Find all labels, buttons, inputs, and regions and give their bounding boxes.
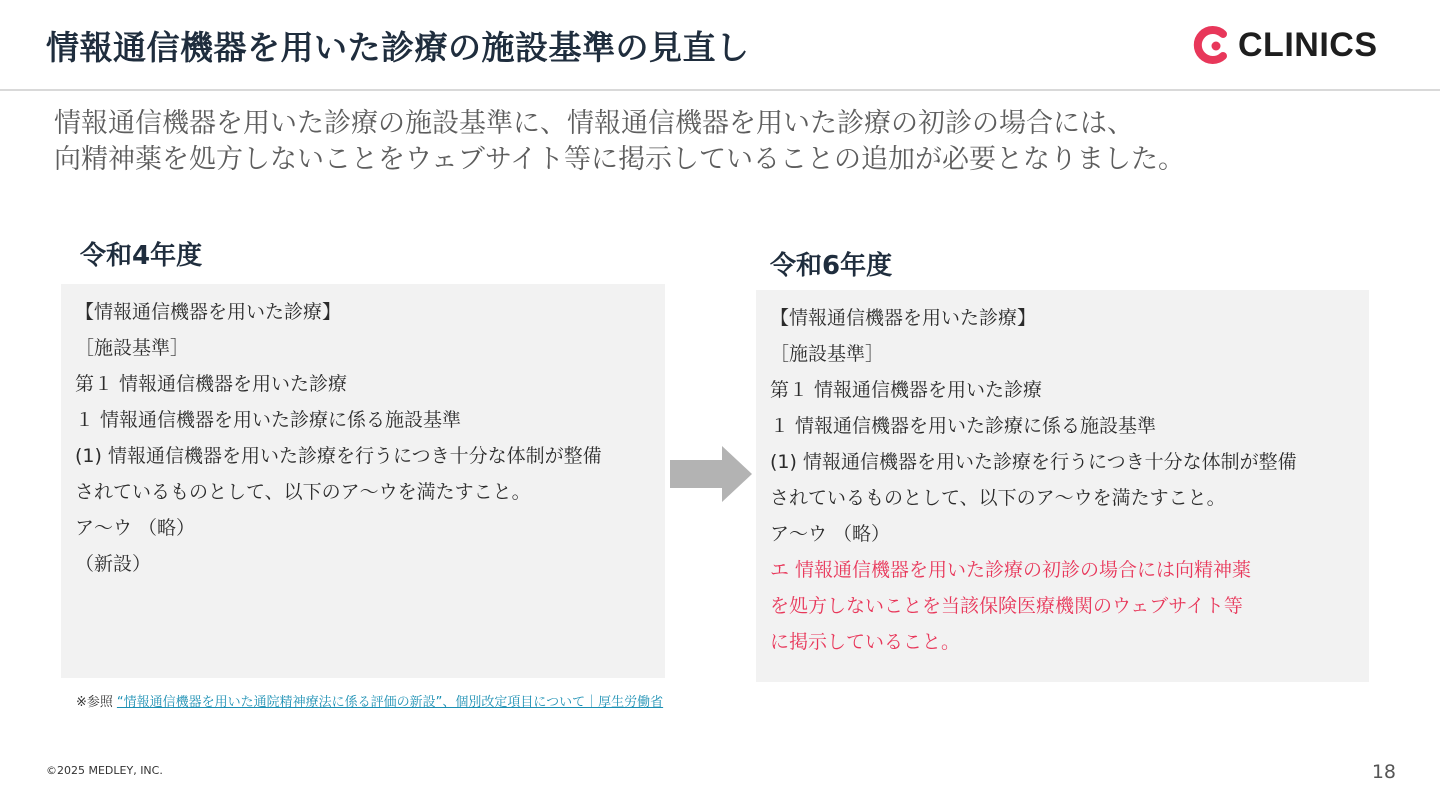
right-panel xyxy=(756,290,1369,682)
clinics-logo-icon xyxy=(1192,25,1232,65)
lead-line-2: 向精神薬を処方しないことをウェブサイト等に掲示していることの追加が必要となりました。 xyxy=(54,144,1186,175)
lead-text xyxy=(54,106,1394,178)
left-panel xyxy=(61,284,665,678)
page-title: 情報通信機器を用いた診療の施設基準の見直し xyxy=(46,28,750,67)
left-panel-line: １ 情報通信機器を用いた診療に係る施設基準 xyxy=(75,409,462,431)
header-divider xyxy=(0,89,1440,91)
right-panel-line: １ 情報通信機器を用いた診療に係る施設基準 xyxy=(770,415,1157,437)
right-panel-line: (1) 情報通信機器を用いた診療を行うにつき十分な体制が整備 xyxy=(770,451,1297,473)
right-panel-heading: 令和6年度 xyxy=(770,251,893,281)
left-panel-line: ［施設基準］ xyxy=(75,337,190,359)
left-panel-line: (1) 情報通信機器を用いた診療を行うにつき十分な体制が整備 xyxy=(75,445,602,467)
left-panel-line: 【情報通信機器を用いた診療】 xyxy=(75,301,342,323)
left-panel-line: 第１ 情報通信機器を用いた診療 xyxy=(75,373,348,395)
clinics-logo-text: CLINICS xyxy=(1238,26,1378,64)
right-panel-added-line: を処方しないことを当該保険医療機関のウェブサイト等 xyxy=(770,595,1243,617)
right-panel-line: 第１ 情報通信機器を用いた診療 xyxy=(770,379,1043,401)
right-panel-line: 【情報通信機器を用いた診療】 xyxy=(770,307,1037,329)
right-panel-line: ア～ウ （略） xyxy=(770,523,891,545)
reference-link[interactable]: “情報通信機器を用いた通院精神療法に係る評価の新設”、個別改定項目について｜厚生労働省 xyxy=(116,695,664,710)
right-panel-line: されているものとして、以下のア～ウを満たすこと。 xyxy=(770,487,1226,509)
right-panel-line: ［施設基準］ xyxy=(770,343,885,365)
left-panel-line: ア～ウ （略） xyxy=(75,517,196,539)
left-panel-line: （新設） xyxy=(75,553,152,575)
left-panel-heading: 令和4年度 xyxy=(80,241,203,271)
reference-note xyxy=(76,691,663,710)
reference-prefix: ※参照 xyxy=(76,695,113,710)
lead-line-1: 情報通信機器を用いた診療の施設基準に、情報通信機器を用いた診療の初診の場合には、 xyxy=(54,108,1134,139)
page-number: 18 xyxy=(1371,761,1396,783)
right-arrow-icon xyxy=(670,446,752,502)
copyright: ©2025 MEDLEY, INC. xyxy=(46,764,163,777)
clinics-logo xyxy=(1192,24,1378,66)
right-panel-added-line: に掲示していること。 xyxy=(770,631,961,653)
left-panel-line: されているものとして、以下のア～ウを満たすこと。 xyxy=(75,481,531,503)
right-panel-added-line: エ 情報通信機器を用いた診療の初診の場合には向精神薬 xyxy=(770,559,1252,581)
